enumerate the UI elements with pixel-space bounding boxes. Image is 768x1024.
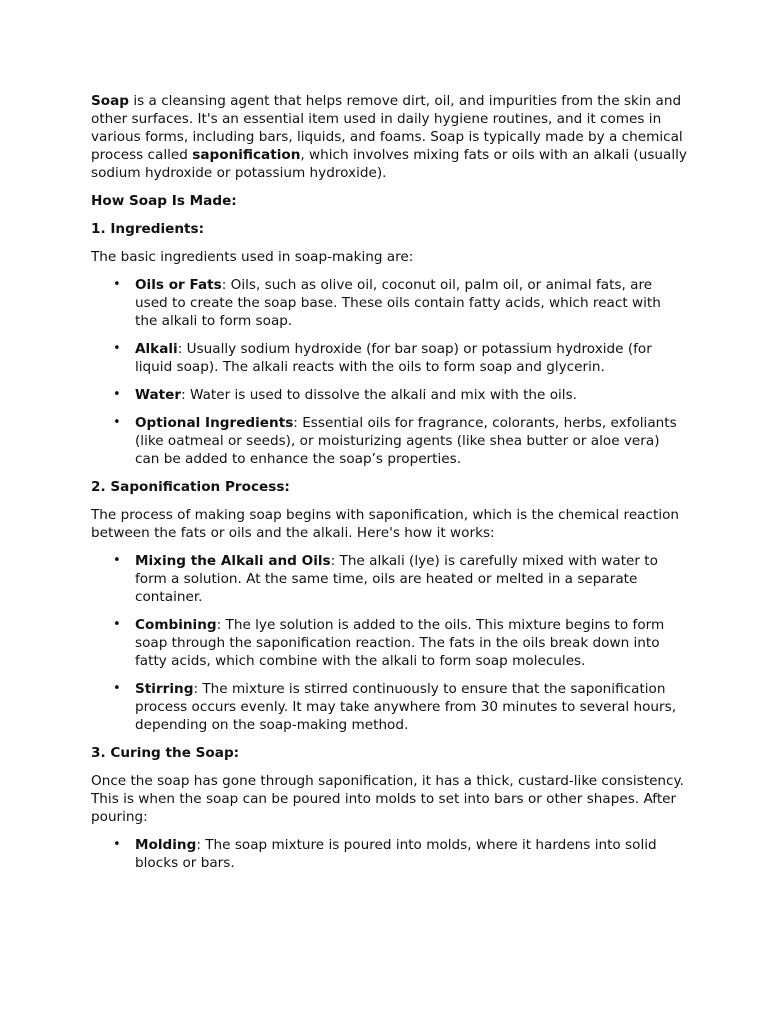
list-item <box>113 680 687 734</box>
list-item <box>113 340 687 376</box>
section-1-list <box>91 276 687 468</box>
list-item <box>113 414 687 468</box>
section-3-intro: Once the soap has gone through saponification, it has a thick, custard-like consistency. This is when the soap can be poured into molds to set into bars or other shapes. After pouring: <box>91 773 684 825</box>
list-item-term: Mixing the Alkali and Oils <box>135 553 331 569</box>
list-item <box>113 616 687 670</box>
section-2-intro: The process of making soap begins with saponification, which is the chemical reaction between the fats or oils and the alkali. Here's how it works: <box>91 507 680 541</box>
list-item-term: Molding <box>135 837 197 853</box>
list-item-term: Optional Ingredients <box>135 415 294 431</box>
list-item-text: : Essential oils for fragrance, colorants, herbs, exfoliants (like oatmeal or seeds), or moisturizing agents (like shea butter or aloe vera) can be added to enhance the soap’s properties. <box>135 415 677 467</box>
list-item-text: : Oils, such as olive oil, coconut oil, palm oil, or animal fats, are used to create the soap base. These oils contain fatty acids, which react with the alkali to form soap. <box>135 277 661 329</box>
bullet-icon: • <box>113 681 121 696</box>
list-item-text: : The lye solution is added to the oils. This mixture begins to form soap through the saponification reaction. The fats in the oils break down into fatty acids, which combine with the alkali to form soap molecules. <box>135 617 665 669</box>
section-2-heading: 2. Saponification Process: <box>91 479 290 495</box>
list-item-term: Oils or Fats <box>135 277 222 293</box>
list-item <box>113 552 687 606</box>
bullet-icon: • <box>113 415 121 430</box>
bullet-icon: • <box>113 617 121 632</box>
section-1-heading: 1. Ingredients: <box>91 221 205 237</box>
list-item-text: : The soap mixture is poured into molds, where it hardens into solid blocks or bars. <box>135 837 657 871</box>
main-heading: How Soap Is Made: <box>91 193 237 209</box>
list-item-term: Combining <box>135 617 217 633</box>
bullet-icon: • <box>113 277 121 292</box>
list-item-term: Alkali <box>135 341 178 357</box>
intro-text-1: is a cleansing agent that helps remove dirt, oil, and impurities from the skin and other surfaces. It's an essential item used in daily hygiene routines, and it comes in various forms, including bars, liquids, and foams. Soap is typically made by a chemical process called <box>91 93 683 163</box>
section-1-intro: The basic ingredients used in soap-making are: <box>91 249 414 265</box>
section-3-heading: 3. Curing the Soap: <box>91 745 240 761</box>
intro-text-2: , which involves mixing fats or oils with an alkali (usually sodium hydroxide or potassium hydroxide). <box>91 147 687 181</box>
section-2-list <box>91 552 687 734</box>
list-item-text: : Usually sodium hydroxide (for bar soap) or potassium hydroxide (for liquid soap). The alkali reacts with the oils to form soap and glycerin. <box>135 341 652 375</box>
list-item <box>113 276 687 330</box>
list-item-text: : Water is used to dissolve the alkali and mix with the oils. <box>181 387 577 403</box>
term-soap: Soap <box>91 93 130 109</box>
document-page <box>91 92 687 882</box>
list-item-term: Water <box>135 387 182 403</box>
list-item <box>113 386 687 404</box>
list-item <box>113 836 687 872</box>
section-3-list <box>91 836 687 872</box>
bullet-icon: • <box>113 837 121 852</box>
bullet-icon: • <box>113 387 121 402</box>
list-item-text: : The alkali (lye) is carefully mixed with water to form a solution. At the same time, oils are heated or melted in a separate container. <box>135 553 658 605</box>
bullet-icon: • <box>113 553 121 568</box>
term-saponification: saponification <box>192 147 301 163</box>
intro-paragraph <box>91 92 687 182</box>
list-item-text: : The mixture is stirred continuously to ensure that the saponification process occurs evenly. It may take anywhere from 30 minutes to several hours, depending on the soap-making method. <box>135 681 677 733</box>
bullet-icon: • <box>113 341 121 356</box>
list-item-term: Stirring <box>135 681 194 697</box>
